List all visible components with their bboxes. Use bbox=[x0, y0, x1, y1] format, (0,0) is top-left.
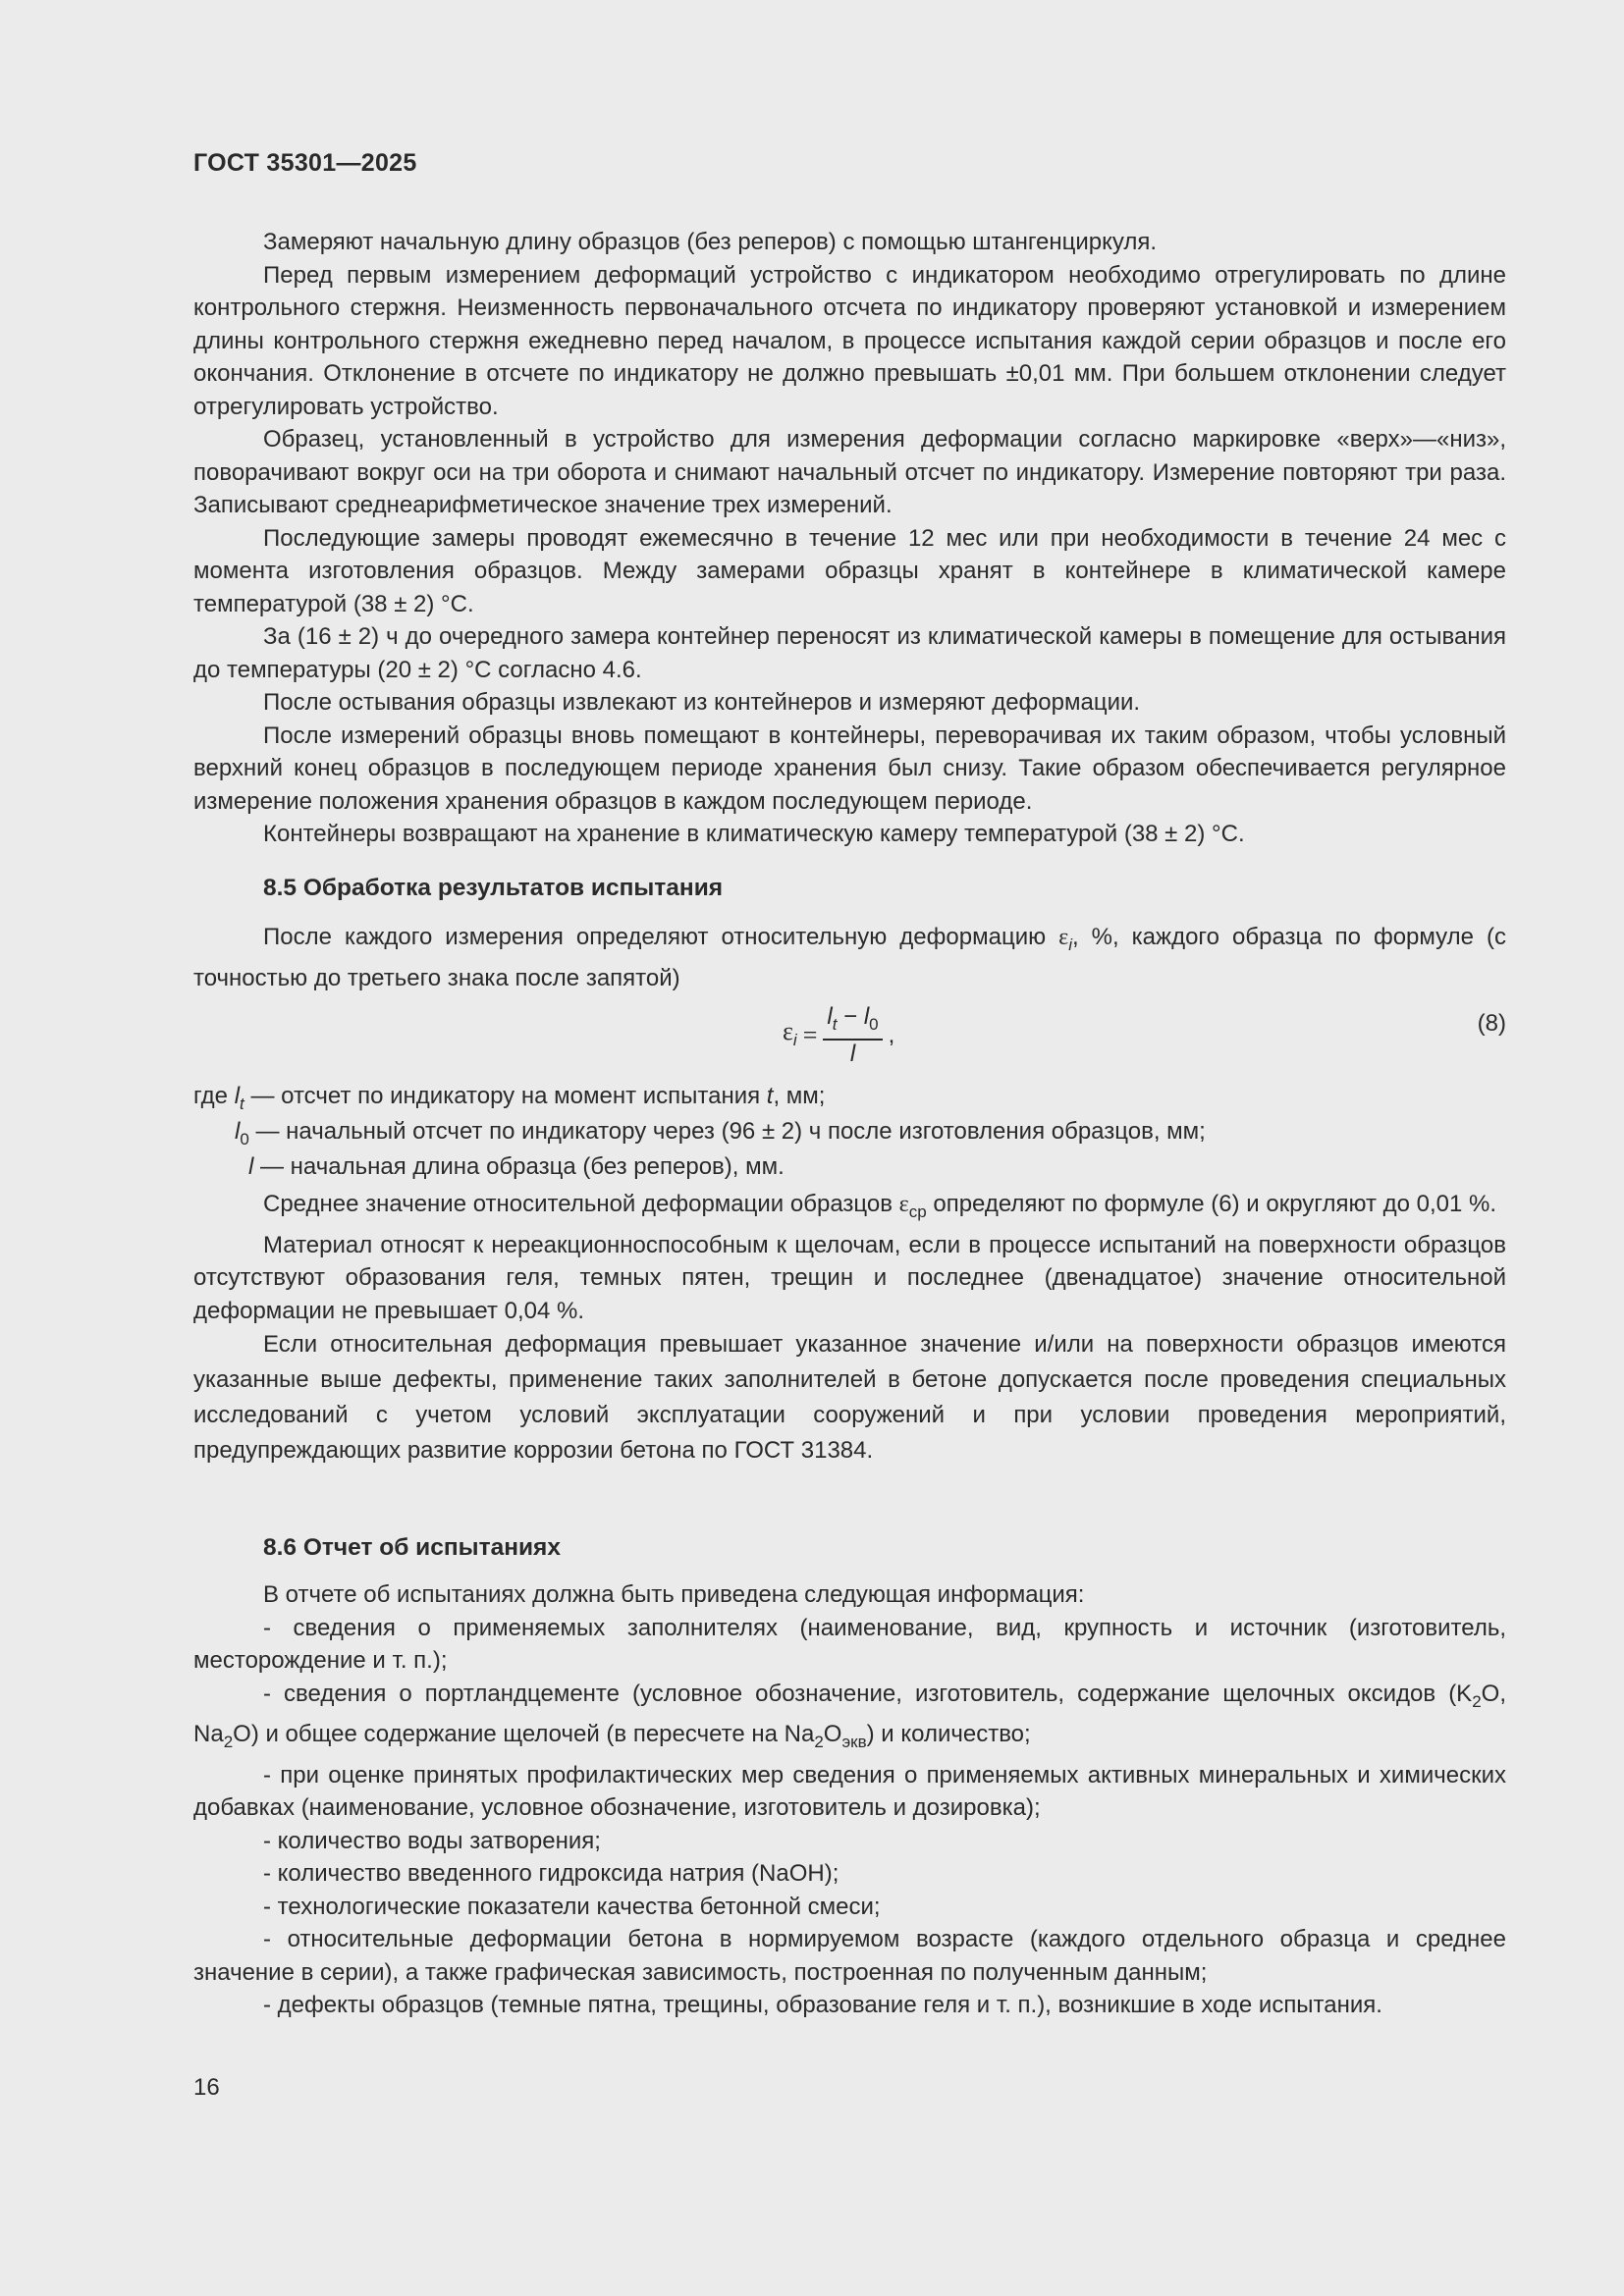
list-item: - количество воды затворения; bbox=[263, 1827, 601, 1854]
page-number: 16 bbox=[193, 2074, 220, 2101]
list-item: - дефекты образцов (темные пятна, трещины, образование геля и т. п.), возникшие в ходе испытания. bbox=[263, 1992, 1382, 2018]
paragraph: После измерений образцы вновь помещают в контейнеры, переворачивая их таким образом, чтобы условный верхний конец образцов в последующем периоде хранения был снизу. Такие образом обеспечивается регулярное измерение положения хранения образцов в каждом последующем периоде. bbox=[193, 721, 1506, 815]
legend-line: $l_0$ — начальный отсчет по индикатору через (96 ± 2) ч после изготовления образцов, мм; bbox=[235, 1118, 1206, 1148]
paragraph: Контейнеры возвращают на хранение в климатическую камеру температурой (38 ± 2) °С. bbox=[263, 821, 1245, 847]
list-item: - при оценке принятых профилактических мер сведения о применяемых активных минеральных и химических добавках (наименование, условное обозначение, изготовитель и дозировка); bbox=[193, 1761, 1506, 1821]
paragraph: Последующие замеры проводят ежемесячно в течение 12 мес или при необходимости в течение 24 мес с момента изготовления образцов. Между замерами образцы хранят в контейнере в климатической камере температурой (38 ± 2) °С. bbox=[193, 524, 1506, 617]
paragraph: Материал относят к нереакционноспособным к щелочам, если в процессе испытаний на поверхности образцов отсутствуют образования геля, темных пятен, трещин и последнее (двенадцатое) значение относительной деформации не превышает 0,04 %. bbox=[193, 1231, 1506, 1324]
deformation-formula: $\varepsilon_i$ = $\frac{l_t - l_0}{l}$ , bbox=[783, 1003, 895, 1067]
section-heading-8-6: 8.6 Отчет об испытаниях bbox=[263, 1534, 561, 1561]
list-item: - относительные деформации бетона в нормируемом возрасте (каждого отдельного образца и среднее значение в серии), а также графическая зависимость, построенная по полученным данным; bbox=[193, 1926, 1506, 1986]
section-heading-8-5: 8.5 Обработка результатов испытания bbox=[263, 875, 724, 901]
paragraph: Замеряют начальную длину образцов (без реперов) с помощью штангенциркуля. bbox=[263, 229, 1158, 255]
section-8-5-body bbox=[193, 1188, 1506, 1468]
paragraph: За (16 ± 2) ч до очередного замера контейнер переносят из климатической камеры в помещение для остывания до температуры (20 ± 2) °С согласно 4.6. bbox=[193, 623, 1506, 683]
measurement-procedure-text bbox=[193, 226, 1506, 851]
list-item: - количество введенного гидроксида натрия (NaOH); bbox=[263, 1860, 839, 1887]
formula-fraction: $\frac{l_t - l_0}{l}$ bbox=[823, 1003, 882, 1068]
document-code-header: ГОСТ 35301—2025 bbox=[193, 149, 417, 177]
legend-line: где $l_t$ — отсчет по индикатору на момент испытания t, мм; bbox=[193, 1083, 826, 1113]
paragraph: Образец, установленный в устройство для измерения деформации согласно маркировке «верх»—«низ», поворачивают вокруг оси на три оборота и снимают начальный отсчет по индикатору. Измерение повторяют три раза. Записывают среднеарифметическое значение трех измерений. bbox=[193, 426, 1506, 518]
paragraph: В отчете об испытаниях должна быть приведена следующая информация: bbox=[263, 1581, 1085, 1608]
paragraph: После остывания образцы извлекают из контейнеров и измеряют деформации. bbox=[263, 689, 1141, 716]
paragraph: Перед первым измерением деформаций устройство с индикатором необходимо отрегулировать по длине контрольного стержня. Неизменность первоначального отсчета по индикатору проверяют установкой и измерением длины контрольного стержня ежедневно перед началом, в процессе испытания каждой серии образцов и после его окончания. Отклонение в отсчете по индикатору не должно превышать ±0,01 мм. При большем отклонении следует отрегулировать устройство. bbox=[193, 261, 1506, 420]
section-8-5-intro bbox=[193, 921, 1506, 994]
legend-line: l — начальная длина образца (без реперов), мм. bbox=[248, 1153, 785, 1180]
list-item: - технологические показатели качества бетонной смеси; bbox=[263, 1893, 881, 1920]
epsilon-symbol: ε bbox=[1058, 925, 1069, 950]
paragraph: Если относительная деформация превышает указанное значение и/или на поверхности образцов имеются указанные выше дефекты, применение таких заполнителей в бетоне допускается после проведения специальных исследований с учетом условий эксплуатации сооружений и при условии проведения мероприятий, предупреждающих развитие коррозии бетона по ГОСТ 31384. bbox=[193, 1331, 1506, 1464]
formula-legend bbox=[193, 1080, 1506, 1186]
list-item: - сведения о портландцементе (условное обозначение, изготовитель, содержание щелочных оксидов ($K_2O$, $Na_2O$) и общее содержание щелочей (в пересчете на $Na_2O_{экв}$) и количество; bbox=[193, 1680, 1506, 1751]
formula-8 bbox=[193, 995, 1506, 1067]
equation-number: (8) bbox=[1477, 1010, 1506, 1037]
paragraph: После каждого измерения определяют относительную деформацию $\varepsilon_i$, %, каждого образца по формуле (с точностью до третьего знака после запятой) bbox=[193, 924, 1506, 991]
list-item: - сведения о применяемых заполнителях (наименование, вид, крупность и источник (изготовитель, месторождение и т. п.); bbox=[193, 1614, 1506, 1674]
paragraph: Среднее значение относительной деформации образцов $\varepsilon_{ср}$ определяют по формуле (6) и округляют до 0,01 %. bbox=[263, 1191, 1497, 1221]
report-requirements-list bbox=[193, 1578, 1506, 2022]
